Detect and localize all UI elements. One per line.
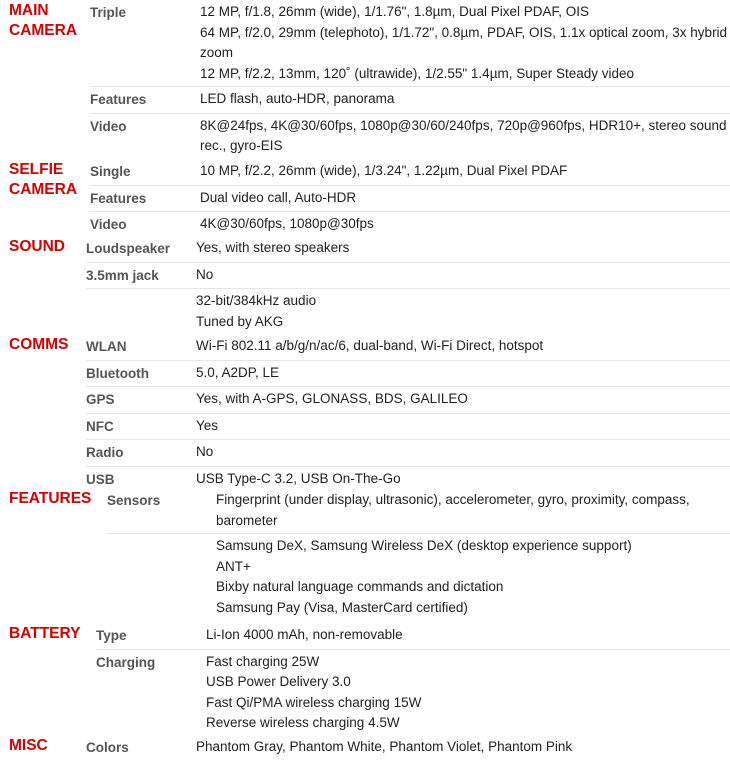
spec-label	[86, 289, 196, 335]
spec-value-line: 32-bit/384kHz audio	[196, 293, 317, 308]
spec-value-line: No	[196, 266, 214, 282]
spec-row-sensors	[0, 488, 730, 534]
spec-label: Video	[90, 217, 127, 232]
spec-row-loudspeaker	[0, 236, 730, 262]
spec-row-nfc	[0, 413, 730, 440]
spec-row-3-5mm-jack	[0, 262, 730, 289]
spec-value	[196, 735, 730, 761]
section-selfie-camera	[0, 159, 730, 238]
spec-value-line: USB Type-C 3.2, USB On-The-Go	[196, 470, 401, 486]
spec-row-colors	[0, 735, 730, 761]
spec-value-line: Phantom Gray, Phantom White, Phantom Violet, Phantom Pink	[196, 739, 573, 754]
spec-value-line: LED flash, auto-HDR, panorama	[200, 91, 395, 106]
spec-label: NFC	[86, 413, 196, 440]
section-title: BATTERY	[9, 625, 81, 642]
spec-value-line: Yes, with stereo speakers	[196, 240, 350, 255]
spec-label: Features	[90, 87, 200, 114]
spec-row-video	[0, 212, 730, 238]
spec-row-bluetooth	[0, 360, 730, 387]
spec-label: Loudspeaker	[86, 236, 196, 262]
section-main-camera	[0, 0, 730, 159]
spec-value	[216, 488, 730, 534]
spec-value	[200, 87, 730, 114]
section-title: FEATURES	[9, 490, 92, 507]
spec-value-line: Samsung DeX, Samsung Wireless DeX (desktop experience support)	[216, 538, 632, 553]
spec-value	[196, 413, 730, 440]
spec-value	[196, 440, 730, 467]
section-battery	[0, 623, 730, 736]
spec-value	[196, 289, 730, 335]
spec-value	[196, 236, 730, 262]
spec-value	[200, 159, 730, 185]
spec-row-single	[0, 159, 730, 185]
spec-value-line: Fast Qi/PMA wireless charging 15W	[206, 694, 422, 710]
spec-value	[200, 113, 730, 159]
spec-row-extra	[0, 289, 730, 335]
spec-value	[196, 360, 730, 387]
spec-value	[200, 0, 730, 87]
spec-value	[196, 262, 730, 289]
spec-value	[216, 534, 730, 621]
section-comms	[0, 334, 730, 492]
spec-value-line: Fast charging 25W	[206, 653, 320, 669]
spec-value-line: Wi-Fi 802.11 a/b/g/n/ac/6, dual-band, Wi-Fi Direct, hotspot	[196, 338, 544, 353]
spec-label: WLAN	[86, 334, 196, 360]
spec-value-line: Samsung Pay (Visa, MasterCard certified)	[216, 599, 468, 615]
spec-row-extra	[0, 534, 730, 621]
spec-label: GPS	[86, 387, 196, 414]
spec-row-gps	[0, 387, 730, 414]
spec-value-line: USB Power Delivery 3.0	[206, 674, 351, 689]
spec-value-line: No	[196, 444, 214, 459]
section-sound	[0, 236, 730, 334]
spec-row-radio	[0, 440, 730, 467]
spec-label: Video	[90, 118, 127, 134]
spec-label: 3.5mm jack	[86, 262, 196, 289]
section-title: SOUND	[9, 238, 65, 255]
spec-label: Type	[96, 623, 206, 649]
spec-value-line: Bixby natural language commands and dictation	[216, 579, 504, 594]
spec-value-line: 10 MP, f/2.2, 26mm (wide), 1/3.24", 1.22µm, Dual Pixel PDAF	[200, 163, 568, 178]
spec-value-line: 64 MP, f/2.0, 29mm (telephoto), 1/1.72", 0.8µm, PDAF, OIS, 1.1x optical zoom, 3x hybrid zoom	[200, 24, 728, 60]
spec-value-line: Li-Ion 4000 mAh, non-removable	[206, 627, 403, 642]
section-misc	[0, 735, 730, 761]
spec-value-line: Reverse wireless charging 4.5W	[206, 715, 400, 730]
spec-value	[196, 387, 730, 414]
spec-value-line: Tuned by AKG	[196, 313, 284, 329]
spec-label: Single	[90, 159, 200, 185]
spec-value-line: 12 MP, f/2.2, 13mm, 120˚ (ultrawide), 1/2.55" 1.4µm, Super Steady video	[200, 65, 635, 81]
spec-value	[200, 185, 730, 212]
section-title: MAIN CAMERA	[9, 2, 78, 39]
spec-value-line: ANT+	[216, 558, 251, 574]
spec-label: Charging	[96, 654, 156, 670]
spec-label: Triple	[90, 0, 200, 87]
spec-label: Features	[90, 185, 200, 212]
spec-row-video	[0, 113, 730, 159]
spec-row-features	[0, 87, 730, 114]
spec-label: Colors	[86, 740, 129, 755]
spec-value-line: 4K@30/60fps, 1080p@30fps	[200, 216, 374, 231]
spec-value-line: Yes	[196, 417, 219, 433]
spec-value-line: Yes, with A-GPS, GLONASS, BDS, GALILEO	[196, 391, 468, 406]
section-title: SELFIE CAMERA	[9, 161, 78, 198]
spec-value-line: 8K@24fps, 4K@30/60fps, 1080p@30/60/240fps, 720p@960fps, HDR10+, stereo sound rec., gyro-EIS	[200, 117, 727, 153]
spec-label: Bluetooth	[86, 360, 196, 387]
spec-value	[206, 623, 730, 649]
section-features	[0, 488, 730, 620]
spec-label: Sensors	[107, 488, 216, 534]
spec-label: USB	[86, 471, 115, 487]
spec-label: Radio	[86, 440, 196, 467]
spec-value-line: 12 MP, f/1.8, 26mm (wide), 1/1.76", 1.8µm, Dual Pixel PDAF, OIS	[200, 4, 589, 19]
spec-value	[206, 649, 730, 736]
spec-value	[200, 212, 730, 238]
spec-value	[196, 334, 730, 360]
section-title: MISC	[9, 737, 48, 754]
spec-row-charging	[0, 649, 730, 736]
spec-label	[107, 534, 216, 621]
section-title: COMMS	[9, 336, 69, 353]
spec-row-triple	[0, 0, 730, 87]
spec-row-wlan	[0, 334, 730, 360]
spec-value-line: Fingerprint (under display, ultrasonic), accelerometer, gyro, proximity, compass, barometer	[216, 492, 690, 528]
spec-row-features	[0, 185, 730, 212]
spec-value-line: 5.0, A2DP, LE	[196, 364, 280, 380]
spec-value-line: Dual video call, Auto-HDR	[200, 189, 357, 205]
spec-row-type	[0, 623, 730, 649]
